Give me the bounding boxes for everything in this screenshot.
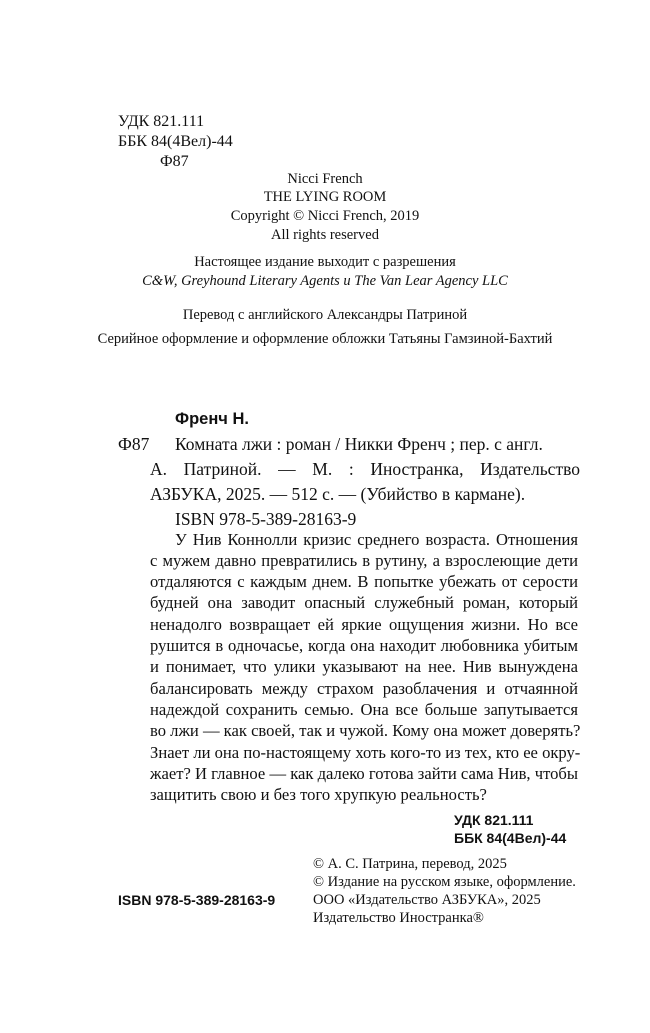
annotation-line: балансировать между страхом разоблачения и отчаянной: [150, 679, 578, 698]
permission-line1: Настоящее издание выходит с разрешения: [194, 254, 456, 270]
copyright-edition: © Издание на русском языке, оформление.: [313, 874, 576, 890]
original-copyright: Copyright © Nicci French, 2019: [230, 208, 420, 224]
biblio-line-2: А. Патриной. — М. : Иностранка, Издательство: [150, 459, 580, 479]
biblio-author: Френч Н.: [175, 410, 249, 428]
translator-credit: Перевод с английского Александры Патриной: [182, 307, 468, 323]
annotation-line: и понимает, что улики указывают на нее. Нив вынуждена: [150, 657, 578, 676]
copyright-inostranka: Издательство Иностранка®: [313, 910, 484, 926]
copyright-publisher: ООО «Издательство АЗБУКА», 2025: [313, 892, 541, 908]
biblio-mark: Ф87: [118, 434, 150, 454]
annotation-line: надеждой сохранить семью. Она все больше запутывается: [150, 700, 578, 719]
annotation-line: будней она заводит опасный служебный роман, который: [150, 593, 578, 612]
isbn-bottom: ISBN 978-5-389-28163-9: [118, 892, 276, 908]
annotation-line: ненадолго возвращает ей яркие ощущения жизни. Но все: [150, 615, 578, 634]
bbk-top: ББК 84(4Вел)-44: [118, 133, 233, 150]
original-author: Nicci French: [287, 171, 363, 187]
udk-bottom: УДК 821.111: [454, 812, 534, 828]
annotation-line: рушится в одночасье, когда она находит любовника убитым: [150, 636, 578, 655]
biblio-line-3: АЗБУКА, 2025. — 512 с. — (Убийство в кармане).: [150, 484, 526, 504]
copyright-translation: © А. С. Патрина, перевод, 2025: [313, 856, 507, 872]
udk-top: УДК 821.111: [118, 113, 205, 130]
annotation-line: защитить свою и без того хрупкую реальность?: [150, 785, 487, 804]
annotation-line: отдаляются с каждым днем. В попытке убежать от серости: [150, 572, 578, 591]
design-credit: Серийное оформление и оформление обложки Татьяны Гамзиной-Бахтий: [97, 331, 553, 347]
original-rights: All rights reserved: [271, 227, 379, 243]
annotation-line: У Нив Коннолли кризис среднего возраста. Отношения: [175, 530, 578, 549]
original-title: THE LYING ROOM: [263, 189, 387, 205]
annotation-line: во лжи — как своей, так и чужой. Кому она может доверять?: [150, 721, 581, 740]
author-mark-top: Ф87: [160, 153, 189, 170]
permission-line2: C&W, Greyhound Literary Agents и The Van Lear Agency LLC: [142, 273, 508, 289]
bbk-bottom: ББК 84(4Вел)-44: [454, 830, 567, 846]
annotation-line: жает? И главное — как далеко готова зайти сама Нив, чтобы: [150, 764, 578, 783]
annotation-line: Знает ли она по-настоящему хоть кого-то из тех, кто ее окру-: [150, 743, 581, 762]
biblio-isbn: ISBN 978-5-389-28163-9: [175, 509, 357, 529]
biblio-line-1: Комната лжи : роман / Никки Френч ; пер. с англ.: [175, 434, 543, 454]
annotation-line: с мужем давно превратились в рутину, а взрослеющие дети: [150, 551, 578, 570]
